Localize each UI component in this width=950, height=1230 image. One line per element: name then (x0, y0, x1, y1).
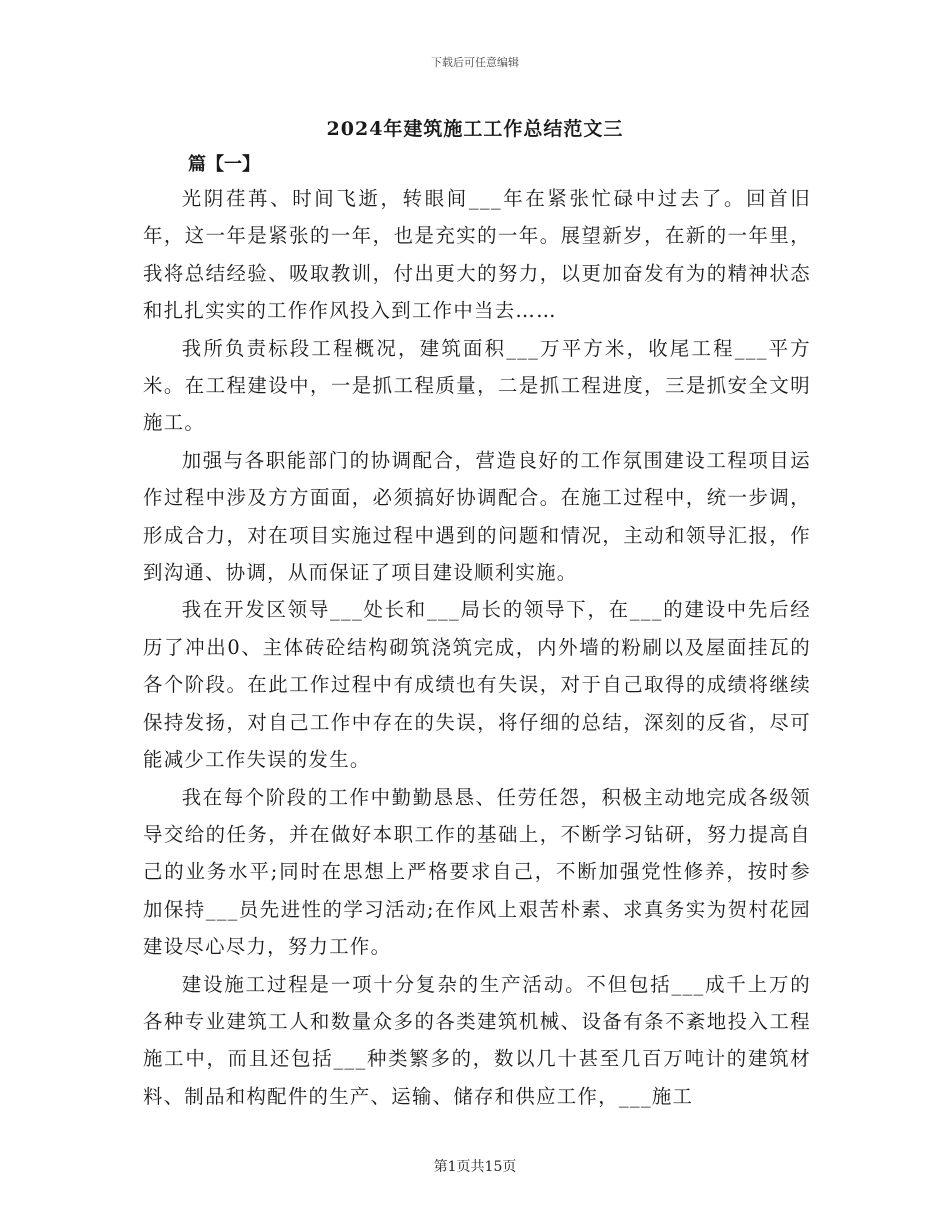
document-body (143, 180, 811, 1115)
paragraph: 我在每个阶段的工作中勤勤恳恳、任劳任怨，积极主动地完成各级领导交给的任务，并在做好本职工作的基础上，不断学习钻研，努力提高自己的业务水平;同时在思想上严格要求自己，不断加强党性修养，按时参加保持___员先进性的学习活动;在作风上艰苦朴素、求真务实为贺村花园建设尽心尽力，努力工作。 (143, 785, 811, 959)
paragraph: 光阴荏苒、时间飞逝，转眼间___年在紧张忙碌中过去了。回首旧年，这一年是紧张的一年，也是充实的一年。展望新岁，在新的一年里，我将总结经验、吸取教训，付出更大的努力，以更加奋发有为的精神状态和扎扎实实的工作作风投入到工作中当去…… (143, 187, 811, 323)
paragraph: 建设施工过程是一项十分复杂的生产活动。不但包括___成千上万的各种专业建筑工人和数量众多的各类建筑机械、设备有条不紊地投入工程施工中，而且还包括___种类繁多的，数以几十甚至几百万吨计的建筑材料、制品和构配件的生产、运输、储存和供应工作，___施工 (143, 972, 811, 1108)
paragraph: 加强与各职能部门的协调配合，营造良好的工作氛围建设工程项目运作过程中涉及方方面面，必须搞好协调配合。在施工过程中，统一步调，形成合力，对在项目实施过程中遇到的问题和情况，主动和领导汇报，作到沟通、协调，从而保证了项目建设顺利实施。 (143, 448, 811, 585)
section-heading: 篇【一】 (188, 154, 260, 175)
paragraph: 我所负责标段工程概况，建筑面积___万平方米，收尾工程___平方米。在工程建设中，一是抓工程质量，二是抓工程进度，三是抓安全文明施工。 (143, 336, 811, 435)
paragraph: 我在开发区领导___处长和___局长的领导下，在___的建设中先后经历了冲出0、主体砖砼结构砌筑浇筑完成，内外墙的粉刷以及屋面挂瓦的各个阶段。在此工作过程中有成绩也有失误，对于自己取得的成绩将继续保持发扬，对自己工作中存在的失误，将仔细的总结，深刻的反省，尽可能减少工作失误的发生。 (143, 598, 811, 772)
document-title: 2024年建筑施工工作总结范文三 (326, 118, 624, 140)
header-note: 下载后可任意编辑 (431, 56, 519, 69)
page-number: 第1页共15页 (433, 1159, 517, 1175)
